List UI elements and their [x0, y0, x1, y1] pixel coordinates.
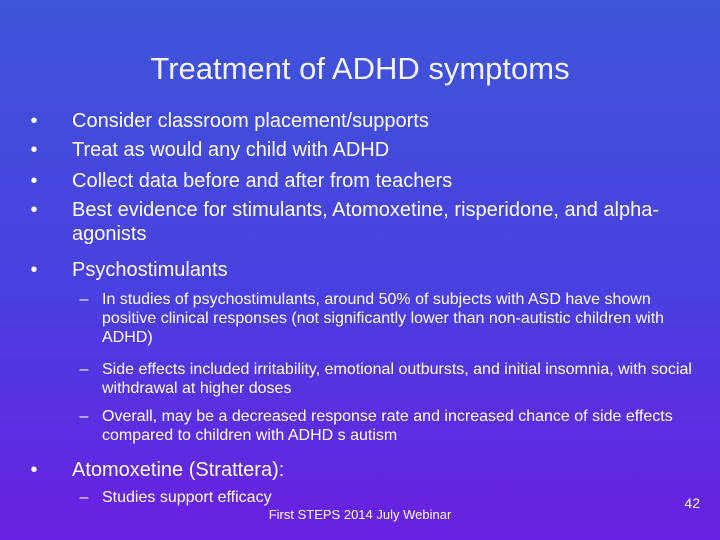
sub-bullet-item	[79, 360, 692, 398]
bullet-marker: •	[30, 139, 38, 161]
sub-bullet-marker: –	[79, 408, 89, 425]
bullet-item	[30, 138, 692, 162]
sub-bullet-text: In studies of psychostimulants, around 50% of subjects with ASD have shown positive clinical responses (not significantly lower than non-autistic children with ADHD)	[102, 291, 665, 346]
bullet-marker: •	[30, 259, 38, 281]
page-number: 42	[684, 495, 700, 511]
bullet-marker: •	[30, 199, 38, 221]
bullet-item	[30, 458, 692, 482]
sub-bullet-item	[79, 290, 692, 347]
sub-bullet-marker: –	[79, 489, 89, 506]
sub-bullet-text: Overall, may be a decreased response rate and increased chance of side effects compared to children with ADHD s autism	[102, 408, 673, 444]
bullet-text: Consider classroom placement/supports	[72, 110, 429, 132]
bullet-text: Psychostimulants	[72, 259, 228, 281]
slide-title: Treatment of ADHD symptoms	[150, 51, 570, 86]
bullet-item	[30, 109, 692, 133]
bullet-text: Atomoxetine (Strattera):	[72, 459, 285, 481]
sub-bullet-text: Side effects included irritability, emotional outbursts, and initial insomnia, with social withdrawal at higher doses	[102, 361, 692, 397]
bullet-marker: •	[30, 110, 38, 132]
bullet-marker: •	[30, 459, 38, 481]
sub-bullet-text: Studies support efficacy	[102, 489, 272, 506]
bullet-item	[30, 198, 692, 246]
bullet-text: Collect data before and after from teachers	[72, 170, 453, 192]
slide-footer: First STEPS 2014 July Webinar	[268, 507, 452, 522]
bullet-marker: •	[30, 170, 38, 192]
bullet-item	[30, 169, 692, 193]
sub-bullet-marker: –	[79, 291, 89, 308]
sub-bullet-item	[79, 488, 692, 507]
sub-bullet-marker: –	[79, 361, 89, 378]
bullet-item	[30, 258, 692, 282]
bullet-text: Treat as would any child with ADHD	[72, 139, 390, 161]
bullet-text: Best evidence for stimulants, Atomoxetine, risperidone, and alpha-agonists	[72, 199, 659, 245]
sub-bullet-item	[79, 407, 692, 445]
